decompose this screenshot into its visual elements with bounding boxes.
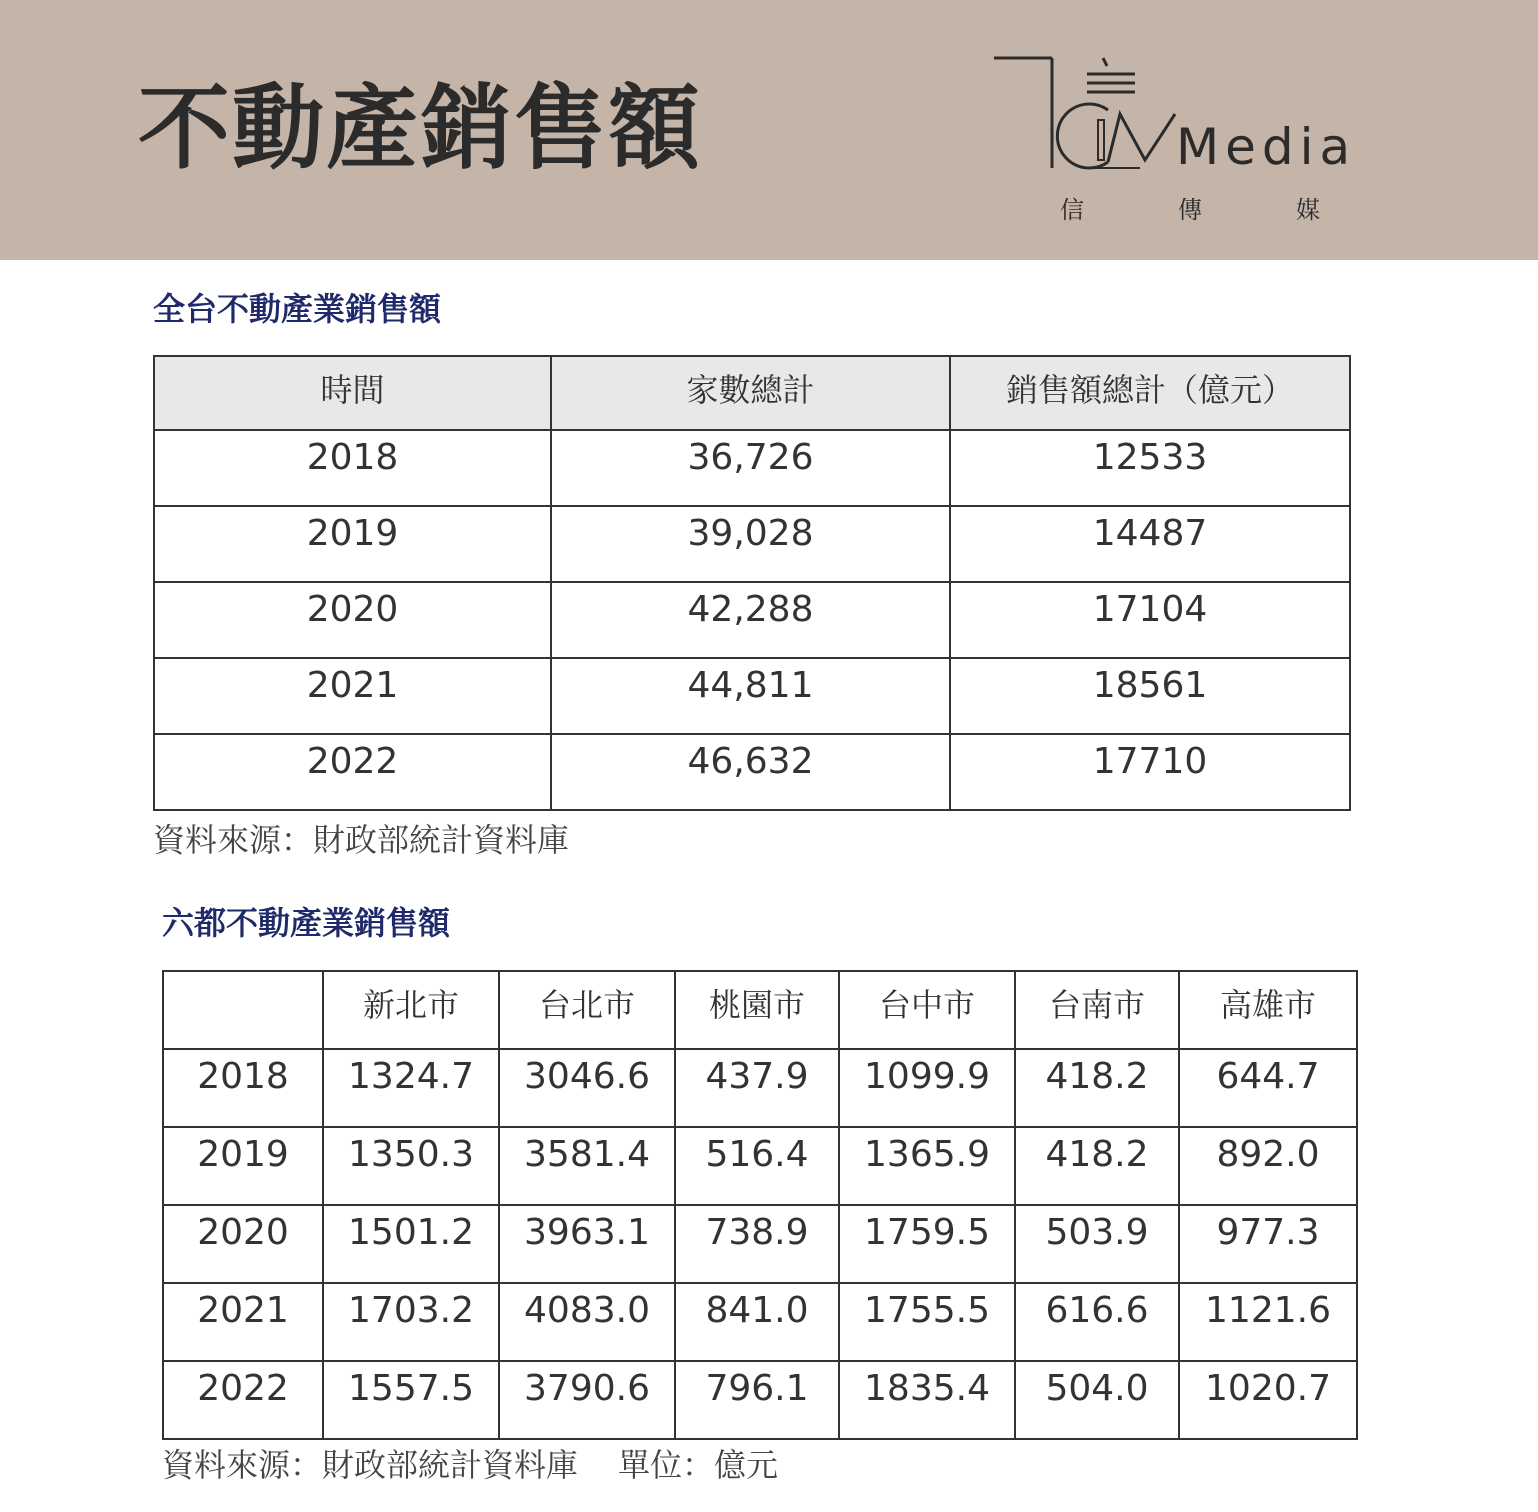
- table-row: [154, 734, 1350, 810]
- table-header-row: [154, 356, 1350, 430]
- table-cell: 437.9: [675, 1049, 839, 1127]
- table-cell: 3046.6: [499, 1049, 675, 1127]
- table-cell: 2018: [163, 1049, 323, 1127]
- column-header: 台南市: [1015, 971, 1179, 1049]
- table-cell: 738.9: [675, 1205, 839, 1283]
- table-cell: 46,632: [551, 734, 950, 810]
- column-header: 銷售額總計（億元）: [950, 356, 1350, 430]
- table-cell: 796.1: [675, 1361, 839, 1439]
- data-source-note: 資料來源：財政部統計資料庫: [153, 821, 570, 859]
- table-row: [163, 1283, 1357, 1361]
- logo-char: 媒: [1296, 196, 1320, 224]
- table-row: [163, 1205, 1357, 1283]
- table-cell: 2018: [154, 430, 551, 506]
- table-cell: 39,028: [551, 506, 950, 582]
- table-cell: 1835.4: [839, 1361, 1015, 1439]
- table-cell: 418.2: [1015, 1127, 1179, 1205]
- table-row: [154, 658, 1350, 734]
- column-header: 時間: [154, 356, 551, 430]
- table-cell: 1703.2: [323, 1283, 499, 1361]
- logo-chinese-name: [1060, 190, 1320, 225]
- table-header-row: [163, 971, 1357, 1049]
- table-cell: 2021: [154, 658, 551, 734]
- table-cell: 3581.4: [499, 1127, 675, 1205]
- logo-char: 傳: [1178, 196, 1202, 224]
- table-row: [163, 1127, 1357, 1205]
- table-cell: 1020.7: [1179, 1361, 1357, 1439]
- table-cell: 2020: [163, 1205, 323, 1283]
- table-row: [163, 1049, 1357, 1127]
- column-header: 高雄市: [1179, 971, 1357, 1049]
- table-cell: 42,288: [551, 582, 950, 658]
- table-cell: 1365.9: [839, 1127, 1015, 1205]
- table-row: [154, 582, 1350, 658]
- section-title-six-cities: 六都不動產業銷售額: [162, 904, 451, 942]
- data-source-note: [162, 1440, 778, 1486]
- table-cell: 516.4: [675, 1127, 839, 1205]
- table-cell: 4083.0: [499, 1283, 675, 1361]
- table-cell: 644.7: [1179, 1049, 1357, 1127]
- table-cell: 14487: [950, 506, 1350, 582]
- table-cell: 1557.5: [323, 1361, 499, 1439]
- table-cell: 503.9: [1015, 1205, 1179, 1283]
- table-row: [163, 1361, 1357, 1439]
- table-cell: 2022: [163, 1361, 323, 1439]
- six-cities-sales-table: [162, 970, 1358, 1440]
- table-cell: 2021: [163, 1283, 323, 1361]
- column-header: 家數總計: [551, 356, 950, 430]
- table-cell: 1121.6: [1179, 1283, 1357, 1361]
- table-cell: 17710: [950, 734, 1350, 810]
- table-cell: 44,811: [551, 658, 950, 734]
- section-title-national: 全台不動產業銷售額: [153, 290, 442, 328]
- table-cell: 3963.1: [499, 1205, 675, 1283]
- table-cell: 1501.2: [323, 1205, 499, 1283]
- source-text: 資料來源：財政部統計資料庫: [162, 1446, 579, 1484]
- table-cell: 977.3: [1179, 1205, 1357, 1283]
- column-header: 台北市: [499, 971, 675, 1049]
- header-banner: [0, 0, 1538, 260]
- page-title: 不動產銷售額: [138, 75, 703, 182]
- table-cell: 2020: [154, 582, 551, 658]
- column-header: [163, 971, 323, 1049]
- column-header: 新北市: [323, 971, 499, 1049]
- table-cell: 2019: [163, 1127, 323, 1205]
- table-cell: 1350.3: [323, 1127, 499, 1205]
- column-header: 台中市: [839, 971, 1015, 1049]
- table-cell: 1755.5: [839, 1283, 1015, 1361]
- table-cell: 892.0: [1179, 1127, 1357, 1205]
- table-cell: 1099.9: [839, 1049, 1015, 1127]
- table-cell: 18561: [950, 658, 1350, 734]
- table-cell: 504.0: [1015, 1361, 1179, 1439]
- logo: [990, 50, 1357, 240]
- unit-text: 單位：億元: [618, 1446, 779, 1484]
- table-cell: 1324.7: [323, 1049, 499, 1127]
- national-sales-table: [153, 355, 1351, 811]
- table-cell: 2022: [154, 734, 551, 810]
- table-cell: 12533: [950, 430, 1350, 506]
- logo-wordmark: Media: [1176, 118, 1357, 176]
- table-cell: 2019: [154, 506, 551, 582]
- logo-char: 信: [1060, 196, 1084, 224]
- column-header: 桃園市: [675, 971, 839, 1049]
- table-cell: 616.6: [1015, 1283, 1179, 1361]
- table-row: [154, 506, 1350, 582]
- table-cell: 418.2: [1015, 1049, 1179, 1127]
- table-cell: 3790.6: [499, 1361, 675, 1439]
- table-cell: 17104: [950, 582, 1350, 658]
- table-row: [154, 430, 1350, 506]
- table-cell: 841.0: [675, 1283, 839, 1361]
- table-cell: 1759.5: [839, 1205, 1015, 1283]
- table-cell: 36,726: [551, 430, 950, 506]
